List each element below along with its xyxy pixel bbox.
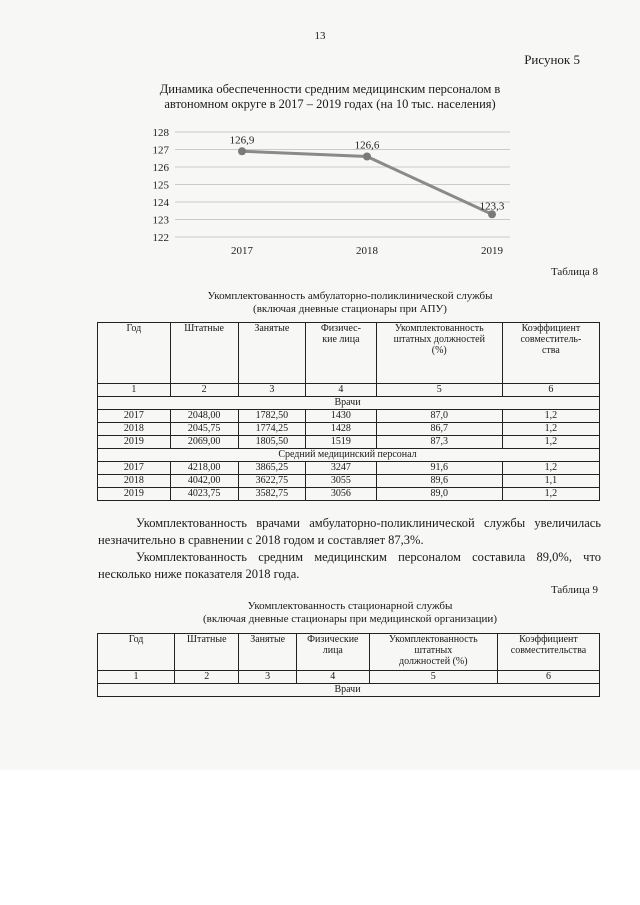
table-cell: 1805,50 [238, 436, 306, 449]
column-header: Физичес- кие лица [306, 323, 377, 384]
table-cell: 4218,00 [170, 462, 238, 475]
figure-title-line-2: автономном округе в 2017 – 2019 годах (на 10 тыс. населения) [164, 97, 496, 111]
section-title: Врачи [98, 397, 600, 410]
section-row [98, 684, 600, 697]
table-cell: 1,2 [502, 410, 599, 423]
table-cell: 2017 [98, 410, 171, 423]
table-cell: 87,0 [376, 410, 502, 423]
column-number: 1 [98, 671, 175, 684]
table-cell: 1519 [306, 436, 377, 449]
column-header: Физические лица [296, 634, 369, 671]
page-number: 13 [314, 30, 326, 42]
table-cell: 1782,50 [238, 410, 306, 423]
figure-label: Рисунок 5 [524, 52, 580, 67]
column-header: Занятые [238, 323, 306, 384]
y-tick-label: 127 [152, 144, 169, 157]
table-cell: 2017 [98, 462, 171, 475]
section-row [98, 397, 600, 410]
table-cell: 1,2 [502, 436, 599, 449]
table-cell: 3056 [306, 488, 377, 501]
column-header: Коэффициент совместитель- ства [502, 323, 599, 384]
table-cell: 3865,25 [238, 462, 306, 475]
table-cell: 4023,75 [170, 488, 238, 501]
column-header: Укомплектованность штатных должностей (%) [376, 323, 502, 384]
table-cell: 2019 [98, 436, 171, 449]
table-cell: 4042,00 [170, 475, 238, 488]
table-cell: 1774,25 [238, 423, 306, 436]
section-title: Средний медицинский персонал [98, 449, 600, 462]
table-row [98, 410, 600, 423]
series-line [242, 151, 492, 214]
table-cell: 87,3 [376, 436, 502, 449]
table-row [98, 423, 600, 436]
table-cell: 3582,75 [238, 488, 306, 501]
column-number: 4 [296, 671, 369, 684]
table-cell: 1,2 [502, 488, 599, 501]
table-row [98, 462, 600, 475]
column-number: 2 [170, 384, 238, 397]
y-tick-label: 124 [152, 197, 169, 209]
x-tick-label: 2017 [231, 245, 253, 257]
header-row [98, 323, 600, 384]
column-number: 6 [497, 671, 599, 684]
x-tick-label: 2018 [356, 245, 378, 257]
data-label: 126,9 [229, 134, 255, 147]
column-number-row [98, 384, 600, 397]
column-number: 2 [175, 671, 239, 684]
table-cell: 89,0 [376, 488, 502, 501]
data-point [238, 147, 246, 155]
table9-label: Таблица 9 [550, 584, 598, 596]
table-cell: 3247 [306, 462, 377, 475]
table-row [98, 475, 600, 488]
table9-title-line-1: Укомплектованность стационарной службы [247, 600, 453, 612]
table9-title-line-2: (включая дневные стационары при медицинской организации) [203, 613, 497, 625]
table-cell: 89,6 [376, 475, 502, 488]
table8-label: Таблица 8 [550, 266, 598, 278]
table-cell: 2018 [98, 475, 171, 488]
table8-title-line-1: Укомплектованность амбулаторно-поликлинической службы [207, 290, 493, 302]
table-row [98, 488, 600, 501]
paragraph-1: Укомплектованность врачами амбулаторно-поликлинической службы увеличилась незначительно в сравнении с 2018 годом и составляет 87,3%. [98, 516, 601, 547]
table-cell: 2045,75 [170, 423, 238, 436]
y-tick-label: 128 [152, 127, 169, 139]
table-cell: 1,2 [502, 462, 599, 475]
table9 [97, 633, 600, 697]
table-cell: 91,6 [376, 462, 502, 475]
column-header: Укомплектованность штатных должностей (%) [369, 634, 497, 671]
column-header: Коэффициент совместительства [497, 634, 599, 671]
section-title: Врачи [98, 684, 600, 697]
figure-title-line-1: Динамика обеспеченности средним медицинским персоналом в [159, 82, 501, 96]
column-header: Штатные [175, 634, 239, 671]
x-tick-label: 2019 [481, 245, 503, 257]
table-cell: 86,7 [376, 423, 502, 436]
figure-title [130, 82, 530, 112]
column-number: 6 [502, 384, 599, 397]
column-header: Год [98, 323, 171, 384]
y-tick-label: 123 [152, 214, 169, 227]
table-cell: 1428 [306, 423, 377, 436]
table-cell: 1430 [306, 410, 377, 423]
column-header: Год [98, 634, 175, 671]
table-cell: 2048,00 [170, 410, 238, 423]
section-row [98, 449, 600, 462]
y-tick-label: 122 [152, 232, 169, 244]
header-row [98, 634, 600, 671]
column-header: Штатные [170, 323, 238, 384]
column-number: 3 [239, 671, 297, 684]
table-cell: 3622,75 [238, 475, 306, 488]
data-label: 126,6 [354, 139, 380, 152]
table-cell: 1,1 [502, 475, 599, 488]
paragraph-2: Укомплектованность средним медицинским персоналом составила 89,0%, что несколько ниже показателя 2018 года. [98, 550, 601, 581]
table-cell: 2069,00 [170, 436, 238, 449]
table8 [97, 322, 600, 501]
column-number: 1 [98, 384, 171, 397]
column-number: 4 [306, 384, 377, 397]
table8-title-line-2: (включая дневные стационары при АПУ) [253, 303, 447, 315]
table-cell: 1,2 [502, 423, 599, 436]
line-chart [130, 122, 530, 262]
y-tick-label: 126 [152, 162, 169, 174]
table-cell: 3055 [306, 475, 377, 488]
column-number: 3 [238, 384, 306, 397]
table-cell: 2018 [98, 423, 171, 436]
y-tick-label: 125 [152, 179, 169, 192]
column-number: 5 [369, 671, 497, 684]
column-number-row [98, 671, 600, 684]
data-point [363, 153, 371, 161]
data-label: 123,3 [479, 200, 505, 213]
column-header: Занятые [239, 634, 297, 671]
table-cell: 2019 [98, 488, 171, 501]
table-row [98, 436, 600, 449]
column-number: 5 [376, 384, 502, 397]
table8-title [100, 290, 600, 316]
table9-title [100, 600, 600, 626]
